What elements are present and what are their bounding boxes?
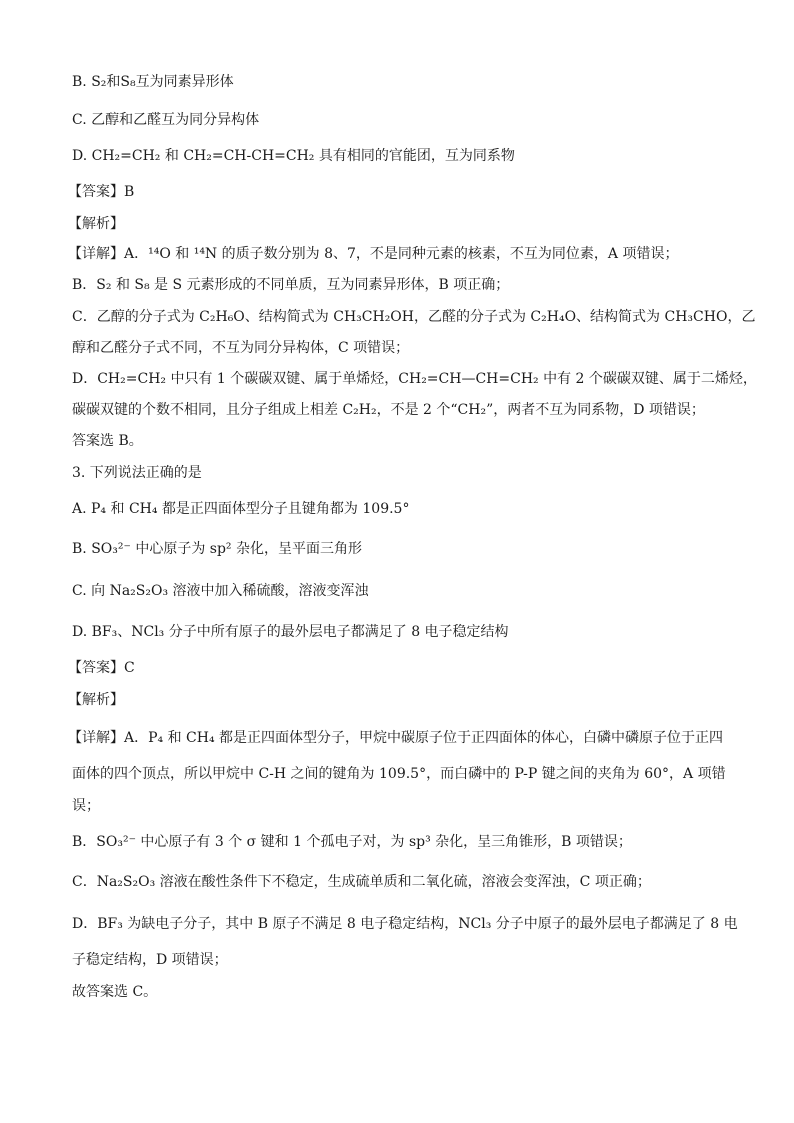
q2-analysis-heading: 【解析】 xyxy=(68,216,124,232)
q2-option-c: C. 乙醇和乙醛互为同分异构体 xyxy=(72,112,260,128)
q3-detail-b: B．SO₃²⁻ 中心原子有 3 个 σ 键和 1 个孤电子对，为 sp³ 杂化，呈三角锥形，B 项错误； xyxy=(72,834,632,850)
q3-analysis-heading: 【解析】 xyxy=(68,692,124,708)
q2-conclusion: 答案选 B。 xyxy=(72,433,143,449)
q3-detail-d-line1: D．BF₃ 为缺电子分子，其中 B 原子不满足 8 电子稳定结构，NCl₃ 分子中原子的最外层电子都满足了 8 电 xyxy=(72,916,738,932)
q3-stem: 3. 下列说法正确的是 xyxy=(72,465,202,481)
q2-detail-c-line1: C．乙醇的分子式为 C₂H₆O、结构简式为 CH₃CH₂OH，乙醛的分子式为 C₂H₄O、结构简式为 CH₃CHO，乙 xyxy=(72,309,756,325)
q3-detail-a-line3: 误； xyxy=(72,798,100,814)
q2-answer: 【答案】B xyxy=(68,184,135,200)
q2-detail-b: B．S₂ 和 S₈ 是 S 元素形成的不同单质，互为同素异形体，B 项正确； xyxy=(72,277,510,293)
q3-detail-d-line2: 子稳定结构，D 项错误； xyxy=(72,952,228,968)
q3-option-d: D. BF₃、NCl₃ 分子中所有原子的最外层电子都满足了 8 电子稳定结构 xyxy=(72,624,509,640)
q2-detail-d-line1: D．CH₂=CH₂ 中只有 1 个碳碳双键、属于单烯烃，CH₂=CH—CH=CH₂ 中有 2 个碳碳双键、属于二烯烃， xyxy=(72,371,757,387)
q3-detail-a-line2: 面体的四个顶点，所以甲烷中 C-H 之间的键角为 109.5°，而白磷中的 P-P 键之间的夹角为 60°，A 项错 xyxy=(72,766,726,782)
q3-detail-c: C．Na₂S₂O₃ 溶液在酸性条件下不稳定，生成硫单质和二氧化硫，溶液会变浑浊，C 项正确； xyxy=(72,874,651,890)
q3-option-a: A. P₄ 和 CH₄ 都是正四面体型分子且键角都为 109.5° xyxy=(72,501,410,517)
q3-option-b: B. SO₃²⁻ 中心原子为 sp² 杂化，呈平面三角形 xyxy=(72,541,362,557)
q2-detail-d-line2: 碳碳双键的个数不相同，且分子组成上相差 C₂H₂，不是 2 个“CH₂”，两者不互为同系物，D 项错误； xyxy=(72,402,705,418)
q3-detail-a-line1: 【详解】A．P₄ 和 CH₄ 都是正四面体型分子，甲烷中碳原子位于正四面体的体心，白磷中磷原子位于正四 xyxy=(68,730,724,746)
q3-conclusion: 故答案选 C。 xyxy=(72,984,158,1000)
q2-option-b: B. S₂和S₈互为同素异形体 xyxy=(72,74,234,90)
q2-option-d: D. CH₂=CH₂ 和 CH₂=CH-CH=CH₂ 具有相同的官能团，互为同系物 xyxy=(72,148,515,164)
q2-detail-c-line2: 醇和乙醛分子式不同，不互为同分异构体，C 项错误； xyxy=(72,340,410,356)
q3-answer: 【答案】C xyxy=(68,660,135,676)
q3-option-c: C. 向 Na₂S₂O₃ 溶液中加入稀硫酸，溶液变浑浊 xyxy=(72,583,369,599)
q2-detail-a: 【详解】A．¹⁴O 和 ¹⁴N 的质子数分别为 8、7，不是同种元素的核素，不互为同位素，A 项错误； xyxy=(68,246,679,262)
